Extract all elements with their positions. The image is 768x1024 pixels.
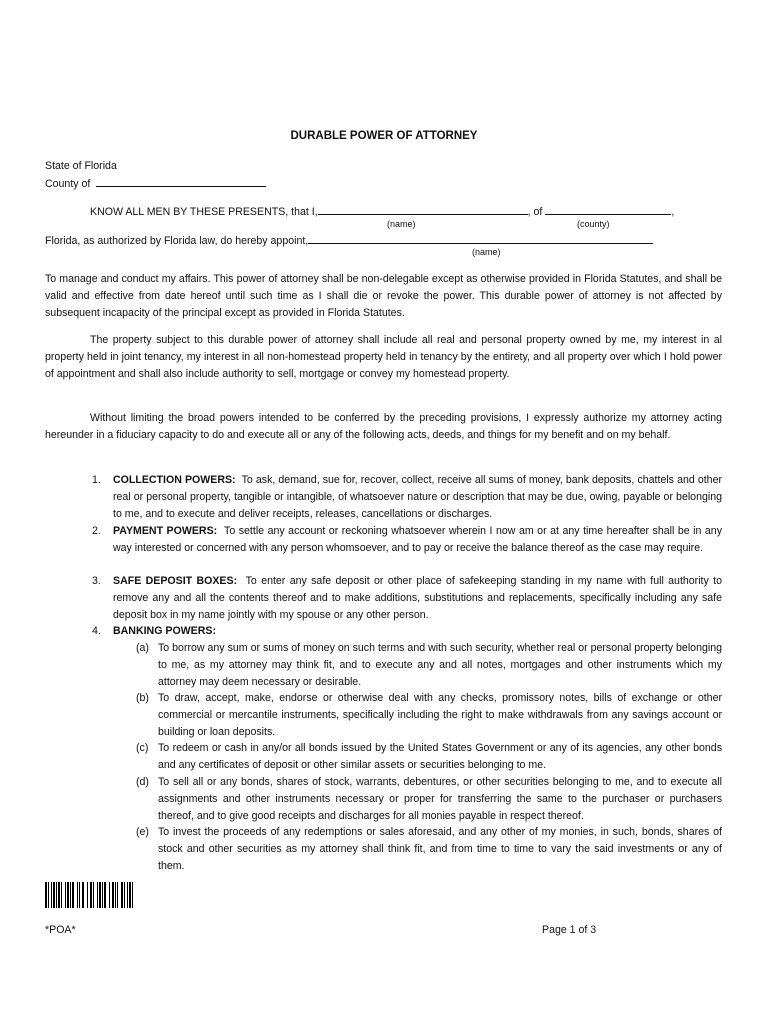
- caption-name-principal: (name): [387, 219, 416, 229]
- power-heading: PAYMENT POWERS:: [113, 525, 218, 537]
- power-text: To settle any account or reckoning whatsoever wherein I now am or at any time hereafter shall be in any way interested or concerned with any person whomsoever, and to pay or receive the balance thereof as the case may require.: [113, 525, 722, 554]
- subitem-text: To draw, accept, make, endorse or otherwise deal with any checks, promissory notes, bills of exchange or other commercial or mercantile instruments, specifically including the right to make withdrawals from any savings account or building or loan deposits.: [158, 692, 722, 738]
- power-number: 4.: [92, 625, 101, 637]
- power-number: 3.: [92, 575, 101, 587]
- paragraph-manage-affairs: To manage and conduct my affairs. This power of attorney shall be non-delegable except as otherwise provided in Florida Statutes, and shall be valid and effective from date hereof until such time as I shall die or revoke the power. This durable power of attorney is not affected by subsequent incapacity of the principal except as provided in Florida Statutes.: [45, 273, 722, 319]
- subitem-text: To borrow any sum or sums of money on such terms and with such security, whether real or personal property belonging to me, as my attorney may think fit, and to execute any and all notes, mortgages and other instruments which my attorney may deem necessary or desirable.: [158, 642, 722, 688]
- know-all-of: , of: [527, 206, 543, 218]
- power-item-collection: [92, 472, 722, 522]
- county-line: [45, 176, 266, 190]
- paragraph-property-subject: The property subject to this durable power of attorney shall include all real and personal property owned by me, my interest in al property held in joint tenancy, my interest in all non-homestead property held in tenancy by the entirety, and all property over which I hold power of appointment and shall also include authority to sell, mortgage or convey my homestead property.: [45, 334, 722, 380]
- appoint-text: Florida, as authorized by Florida law, do hereby appoint,: [45, 235, 309, 247]
- banking-subitem-e: [136, 824, 722, 874]
- subitem-text: To redeem or cash in any/or all bonds issued by the United States Government or any of its agencies, any other bonds and any certificates of deposit or other similar assets or securities belonging to me.: [158, 742, 722, 771]
- principal-county-blank-field[interactable]: [545, 204, 671, 215]
- document-title: DURABLE POWER OF ATTORNEY: [290, 130, 478, 142]
- power-item-safe-deposit: [92, 573, 722, 623]
- power-number: 2.: [92, 525, 101, 537]
- county-label: County of: [45, 178, 91, 190]
- appoint-line: [45, 233, 653, 247]
- page-indicator: Page 1 of 3: [542, 924, 597, 936]
- know-all-line: [90, 204, 674, 218]
- power-heading: BANKING POWERS:: [113, 625, 216, 637]
- subitem-letter: (c): [136, 742, 149, 754]
- banking-subitem-a: [136, 640, 722, 690]
- know-all-prefix: KNOW ALL MEN BY THESE PRESENTS, that I,: [90, 206, 318, 218]
- know-all-end: ,: [671, 206, 675, 218]
- power-number: 1.: [92, 474, 101, 486]
- power-item-banking: [92, 623, 722, 640]
- attorney-name-blank-field[interactable]: [308, 233, 653, 244]
- banking-subitem-c: [136, 740, 722, 774]
- subitem-letter: (a): [136, 642, 149, 654]
- barcode-icon: [45, 882, 133, 908]
- barcode-label: *POA*: [45, 924, 76, 936]
- power-item-payment: [92, 523, 722, 557]
- state-line: State of Florida: [45, 160, 117, 172]
- power-heading: SAFE DEPOSIT BOXES:: [113, 575, 238, 587]
- power-text: To enter any safe deposit or other place of safekeeping standing in my name with full authority to remove any and all the contents thereof and to make additions, substitutions and replacements, specifically including any safe deposit box in my name jointly with my spouse or any other person.: [113, 575, 722, 621]
- paragraph-without-limiting: Without limiting the broad powers intended to be conferred by the preceding provisions, I expressly authorize my attorney acting hereunder in a fiduciary capacity to do and execute all or any of the following acts, deeds, and things for my benefit and on my behalf.: [45, 412, 722, 441]
- power-text: To ask, demand, sue for, recover, collect, receive all sums of money, bank deposits, chattels and other real or personal property, tangible or intangible, of whatsoever nature or description that may be due, owing, payable or belonging to me, and to execute and deliver receipts, releases, cancellations or discharges.: [113, 474, 722, 520]
- county-blank-field[interactable]: [96, 176, 266, 187]
- caption-name-attorney: (name): [472, 247, 501, 257]
- subitem-letter: (b): [136, 692, 149, 704]
- caption-county: (county): [577, 219, 610, 229]
- subitem-letter: (e): [136, 826, 149, 838]
- power-heading: COLLECTION POWERS:: [113, 474, 236, 486]
- banking-subitem-b: [136, 690, 722, 740]
- banking-subitem-d: [136, 774, 722, 824]
- subitem-text: To invest the proceeds of any redemptions or sales aforesaid, and any other of my monies, in such, bonds, shares of stock and other securities as my attorney shall think fit, and from time to time to vary the said investments or any of them.: [158, 826, 722, 872]
- subitem-text: To sell all or any bonds, shares of stock, warrants, debentures, or other securities belonging to me, and to execute all assignments and other instruments necessary or proper for transferring the same to the purchaser or purchasers thereof, and to give good receipts and discharges for all monies payable in respect thereof.: [158, 776, 722, 822]
- subitem-letter: (d): [136, 776, 149, 788]
- principal-name-blank-field[interactable]: [318, 204, 528, 215]
